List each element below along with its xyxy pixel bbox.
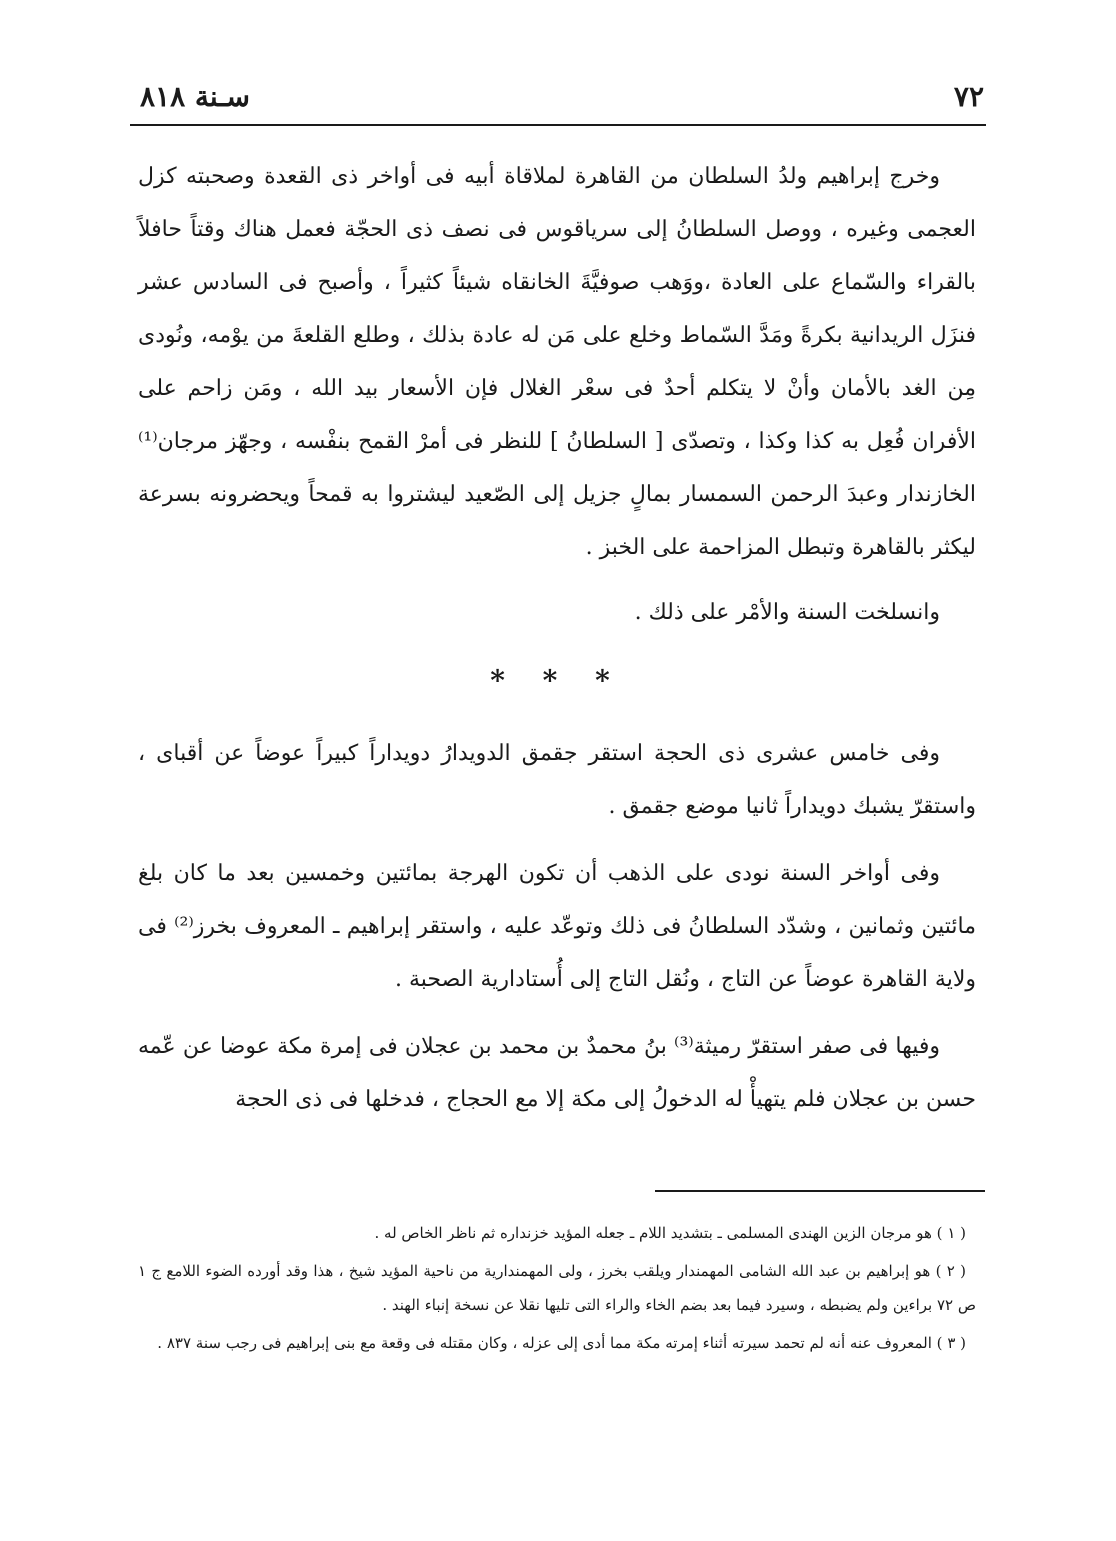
paragraph: وخرج إبراهيم ولدُ السلطان من القاهرة لملاقاة أبيه فى أواخر ذى القعدة وصحبته كزل العجمى وغيره ، ووصل السلطانُ إلى سرياقوس فى نصف ذى الحجّة فعمل هناك وقتاً حافلاً بالقراء والسّماع على العادة ،ووَهب صوفيَّةَ الخانقاه شيئاً كثيراً ، وأصبح فى السادس عشر فنزَل الريدانية بكرةً ومَدَّ السّماط وخلع على مَن له عادة بذلك ، وطلع القلعةَ من يوْمه، ونُودى مِن الغد بالأمان وأنْ لا يتكلم أحدٌ فى سعْر الغلال فإن الأسعار بيد الله ، ومَن زاحم على الأفران فُعِل به كذا وكذا ، وتصدّى [ السلطانُ ] للنظر فى أمرْ القمح بنفْسه ، وجهّز مرجان⁽¹⁾ الخازندار وعبدَ الرحمن السمسار بمالٍ جزيل إلى الصّعيد ليشتروا به قمحاً ويحضرونه بسرعة ليكثر بالقاهرة وتبطل المزاحمة على الخبز . bbox=[138, 164, 977, 560]
page-number: ٧٢ bbox=[953, 80, 984, 113]
running-title-year: سـنة ٨١٨ bbox=[140, 80, 250, 113]
footnote: ( ٢ ) هو إبراهيم بن عبد الله الشامى المهمندار ويلقب بخرز ، ولى المهمندارية من ناحية المؤيد شيخ ، هذا وقد أورده الضوء اللامع ج ١ ص ٧٢ براءين ولم يضبطه ، وسيرد فيما بعد بضم الخاء والراء التى تليها نقلا عن نسخة إنباء الهند . bbox=[138, 1262, 976, 1314]
footnote: ( ١ ) هو مرجان الزين الهندى المسلمى ـ بتشديد اللام ـ جعله المؤيد خزنداره ثم ناظر الخاص له . bbox=[374, 1224, 966, 1242]
footnote: ( ٣ ) المعروف عنه أنه لم تحمد سيرته أثناء إمرته مكة مما أدى إلى عزله ، وكان مقتله فى وقعة مع بنى إبراهيم فى رجب سنة ٨٣٧ . bbox=[157, 1334, 966, 1352]
paragraph: وانسلخت السنة والأمْر على ذلك . bbox=[634, 600, 940, 625]
paragraph: وفيها فى صفر استقرّ رميثة⁽³⁾ بنُ محمدٌ بن محمد بن عجلان فى إمرة مكة عوضا عن عّمه حسن بن عجلان فلم يتهيأْ له الدخولُ إلى مكة إلا مع الحجاج ، فدخلها فى ذى الحجة bbox=[138, 1034, 976, 1112]
footnotes bbox=[138, 1216, 976, 1364]
section-separator: * * * bbox=[490, 664, 624, 697]
paragraph: وفى أواخر السنة نودى على الذهب أن تكون الهرجة بمائتين وخمسين بعد ما كان بلغ مائتين وثمانين ، وشدّد السلطانُ فى ذلك وتوعّد عليه ، واستقر إبراهيم ـ المعروف بخرز⁽²⁾ فى ولاية القاهرة عوضاً عن التاج ، ونُقل التاج إلى أُستادارية الصحبة . bbox=[138, 861, 977, 992]
main-text bbox=[138, 150, 976, 1126]
paragraph: وفى خامس عشرى ذى الحجة استقر جقمق الدويدارُ دويداراً كبيراً عوضاً عن أقباى ، واستقرّ يشبك دويداراً ثانيا موضع جقمق . bbox=[138, 741, 976, 819]
header-rule bbox=[130, 124, 986, 126]
footnote-rule bbox=[655, 1190, 985, 1192]
running-header bbox=[130, 80, 984, 124]
